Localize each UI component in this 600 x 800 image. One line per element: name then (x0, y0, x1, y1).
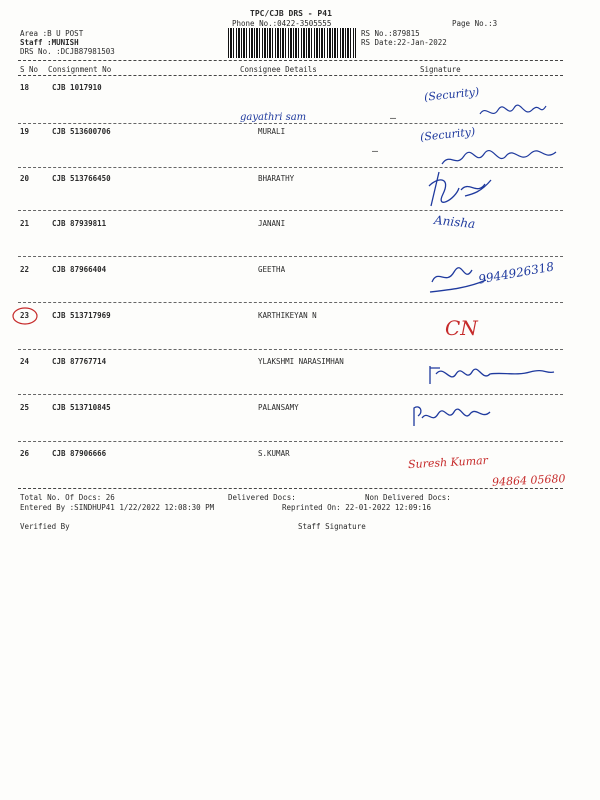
non-delivered-docs: Non Delivered Docs: (365, 493, 451, 502)
row-divider (18, 394, 563, 395)
row-sno: 19 (20, 127, 30, 136)
row-sno: 21 (20, 219, 30, 228)
handwritten-signature: Suresh Kumar (407, 453, 489, 472)
row-consignment: CJB 1017910 (52, 83, 102, 92)
row-consignment: CJB 87966404 (52, 265, 107, 274)
row-consignment: CJB 513600706 (52, 127, 111, 136)
row-divider (18, 349, 563, 350)
signature (410, 402, 500, 430)
row-divider (18, 441, 563, 442)
handwritten-signature: Anisha (433, 212, 476, 232)
row-sno: 26 (20, 449, 30, 458)
total-docs: Total No. Of Docs: 26 (20, 493, 115, 502)
handwritten-signature: CN (445, 316, 478, 340)
staff-signature: Staff Signature (298, 522, 366, 531)
document-title: TPC/CJB DRS - P41 (250, 9, 332, 18)
phone-number: Phone No.:0422-3505555 (232, 19, 332, 28)
row-consignee: S.KUMAR (258, 449, 290, 458)
row-consignee: GEETHA (258, 265, 286, 274)
handwritten-phone: 94864 05680 (491, 472, 566, 489)
dash-mark: — (372, 146, 379, 157)
row-divider (18, 210, 563, 211)
handwritten-phone: 9944926318 (477, 259, 555, 287)
page-number: Page No.:3 (452, 19, 498, 28)
row-consignment: CJB 87939811 (52, 219, 107, 228)
row-sno: 25 (20, 403, 30, 412)
row-consignment: CJB 513766450 (52, 174, 111, 183)
row-consignee: MURALI (258, 127, 286, 136)
handwritten-note: (Security) (423, 85, 480, 104)
row-consignment: CJB 87906666 (52, 449, 107, 458)
row-sno: 24 (20, 357, 30, 366)
drs-number: DRS No. :DCJB87981503 (20, 47, 115, 56)
row-consignment: CJB 513717969 (52, 311, 111, 320)
row-sno: 22 (20, 265, 30, 274)
row-consignee: KARTHIKEYAN N (258, 311, 317, 320)
rs-date: RS Date:22-Jan-2022 (361, 38, 447, 47)
column-header-divider (18, 75, 563, 76)
header-divider (18, 60, 563, 61)
row-divider (18, 302, 563, 303)
row-consignment: CJB 87767714 (52, 357, 107, 366)
col-header-consignment: Consignment No (48, 65, 112, 74)
col-header-signature: Signature (420, 65, 461, 74)
row-divider (18, 256, 563, 257)
row-sno: 20 (20, 174, 30, 183)
handwritten-name: gayathri sam (240, 112, 307, 123)
verified-by: Verified By (20, 522, 70, 531)
area-label: Area :B U POST (20, 29, 84, 38)
row-consignment: CJB 513710845 (52, 403, 111, 412)
signature (426, 362, 556, 388)
row-sno: 18 (20, 83, 30, 92)
delivered-docs: Delivered Docs: (228, 493, 296, 502)
row-consignee: PALANSAMY (258, 403, 299, 412)
barcode (228, 28, 356, 58)
staff-label: Staff :MUNISH (20, 38, 79, 47)
col-header-consignee: Consignee Details (240, 65, 317, 74)
row-sno: 23 (20, 311, 30, 320)
handwritten-note: (Security) (419, 125, 476, 144)
row-consignee: JANANI (258, 219, 286, 228)
row-consignee: BHARATHY (258, 174, 295, 183)
entered-by: Entered By :SINDHUP41 1/22/2022 12:08:30 PM (20, 503, 215, 512)
footer-divider (18, 488, 563, 489)
row-consignee: YLAKSHMI NARASIMHAN (258, 357, 344, 366)
col-header-sno: S No (20, 65, 39, 74)
reprinted-on: Reprinted On: 22-01-2022 12:09:16 (282, 503, 432, 512)
signature (425, 166, 495, 210)
signature (478, 102, 548, 122)
row-divider (18, 123, 563, 124)
dash-mark: — (390, 113, 397, 124)
rs-number: RS No.:879815 (361, 29, 420, 38)
